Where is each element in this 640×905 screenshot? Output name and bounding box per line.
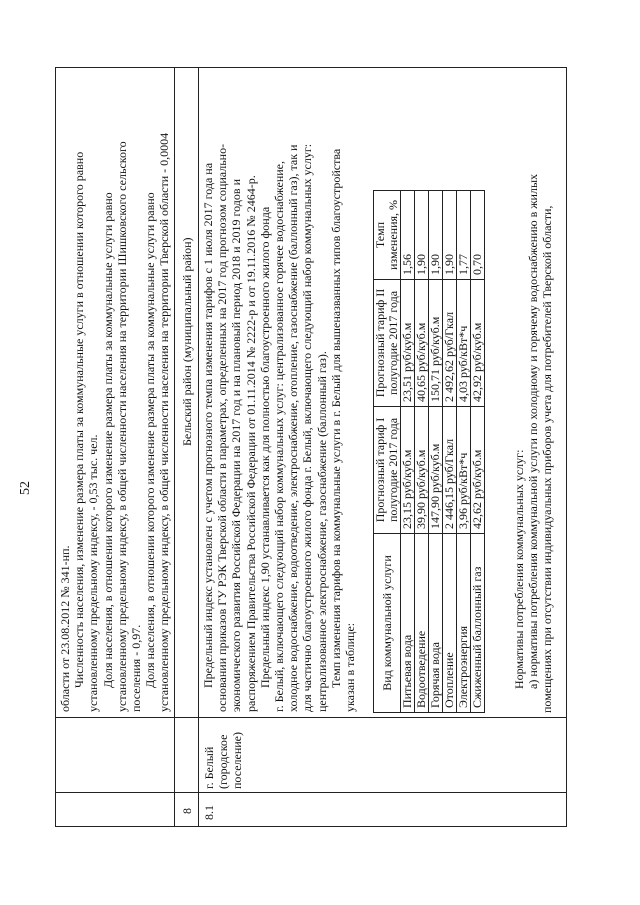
text-line: Предельный индекс 1,90 устанавливается как для полностью благоустроенного жилого фонда — [257, 206, 272, 688]
cell-tariff-1: 2 446,15 руб/Гкал — [443, 407, 457, 534]
text-line: а) нормативы потребления коммунальной услуги по холодному и горячему водоснабжению в жилых — [526, 173, 541, 689]
column-number — [56, 792, 566, 826]
header-rate: Темп изменения, % — [374, 191, 401, 280]
text-line: помещениях при отсутствии индивидуальных приборов учета для потребителей Тверской области, — [540, 205, 555, 713]
text-line: поселения - 0,97. — [129, 624, 144, 712]
table-row — [457, 191, 471, 713]
text-line: установленному предельному индексу, - 0,53 тыс. чел. — [86, 434, 101, 712]
cell-tariff-2: 4,03 руб/кВт*ч — [457, 280, 471, 407]
cell-service: Отопление — [443, 534, 457, 713]
cell-tariff-1: 39,90 руб/куб.м — [415, 407, 429, 534]
cell-service: Горячая вода — [429, 534, 443, 713]
cell-rate: 1,56 — [401, 191, 415, 280]
prev-row-text — [58, 72, 172, 712]
header-tariff-2: Прогнозный тариф II полугодие 2017 года — [374, 280, 401, 407]
cell-rate: 1,90 — [429, 191, 443, 280]
document-table — [55, 67, 567, 827]
row-divider — [174, 68, 175, 826]
text-line: г. Белый, включающего следующий набор коммунальных услуг: централизованное горячее водоснабжение, — [272, 160, 287, 712]
section-title: Бельский район (муниципальный район) — [180, 237, 194, 446]
text-line: для частично благоустроенного жилого фонда г. Белый, включающего следующий набор коммунальных услуг: — [300, 143, 315, 712]
cell-rate: 1,90 — [443, 191, 457, 280]
cell-service: Сжиженный баллонный газ — [471, 534, 485, 713]
text-line: основании приказов ГУ РЭК Тверской области в параметрах, определенных на 2017 год прогнозом социально- — [215, 143, 230, 712]
norms-text — [512, 73, 555, 713]
table-row — [401, 191, 415, 713]
place-name — [202, 719, 244, 789]
text-line: Предельный индекс установлен с учетом прогнозного темпа изменения тарифов с 1 июля 2017 года на — [201, 162, 215, 688]
belyi-description — [201, 72, 357, 712]
text-line: Численность населения, изменение размера платы за коммунальные услуги в отношении которого равно — [72, 151, 87, 688]
cell-tariff-2: 40,65 руб/куб.м — [415, 280, 429, 407]
text-line: установленному предельному индексу, в общей численности населения на территории Тверской области - 0,0004 — [157, 132, 172, 712]
cell-service: Водоотведение — [415, 534, 429, 713]
cell-rate: 1,77 — [457, 191, 471, 280]
text-line: Темп изменения тарифов на коммунальные услуги в г. Белый для вышеназванных типов благоустройства — [328, 148, 343, 688]
cell-rate: 0,70 — [471, 191, 485, 280]
tariff-table — [373, 190, 485, 713]
header-service: Вид коммунальной услуги — [374, 534, 401, 713]
cell-tariff-2: 2 492,62 руб/Гкал — [443, 280, 457, 407]
table-header-row — [374, 191, 401, 713]
cell-tariff-2: 42,92 руб/куб.м — [471, 280, 485, 407]
table-row — [415, 191, 429, 713]
cell-tariff-1: 23,15 руб/куб.м — [401, 407, 415, 534]
cell-service: Питьевая вода — [401, 534, 415, 713]
cell-service: Электроэнергия — [457, 534, 471, 713]
cell-tariff-2: 23,51 руб/куб.м — [401, 280, 415, 407]
text-line: Нормативы потребления коммунальных услуг: — [512, 449, 526, 689]
table-row — [471, 191, 485, 713]
page-number: 52 — [18, 481, 33, 495]
text-line: Доля населения, в отношении которого изменение размера платы за коммунальные услуги равно — [143, 192, 158, 688]
text-line: области от 23.08.2012 № 341-нп. — [58, 545, 72, 712]
row-number: 8.1 — [202, 805, 216, 820]
cell-rate: 1,90 — [415, 191, 429, 280]
text-line: распоряжением Правительства Российской Федерации от 01.11.2014 № 2222-р и от 19.11.2016 № 2464-р. — [243, 175, 258, 712]
text-line: Доля населения, в отношении которого изменение размера платы за коммунальные услуги равно — [100, 192, 115, 688]
text-line: установленному предельному индексу, в общей численности населения на территории Шишковского сельского — [114, 141, 129, 712]
cell-tariff-1: 147,90 руб/куб.м — [429, 407, 443, 534]
cell-tariff-1: 42,62 руб/куб.м — [471, 407, 485, 534]
table-row — [429, 191, 443, 713]
text-line: холодное водоснабжение, водоотведение, электроснабжение, отопление, газоснабжение (баллонный газ), так и — [286, 144, 301, 712]
place-line: поселение) — [230, 732, 244, 789]
table-row — [443, 191, 457, 713]
text-line: централизованное электроснабжение, газоснабжение (баллонный газ). — [314, 351, 329, 712]
text-line: указан в таблице: — [343, 622, 358, 712]
row-divider — [198, 68, 199, 826]
text-line: экономического развития Российской Федерации на 2017 год и на плановый период 2018 и 2019 годов и — [229, 179, 244, 712]
cell-tariff-2: 150,71 руб/куб.м — [429, 280, 443, 407]
column-place — [56, 717, 566, 793]
place-line: г. Белый — [202, 746, 216, 789]
place-line: (городское — [216, 734, 230, 789]
header-tariff-1: Прогнозный тариф I полугодие 2017 года — [374, 407, 401, 534]
section-number: 8 — [180, 808, 194, 814]
cell-tariff-1: 3,96 руб/кВт*ч — [457, 407, 471, 534]
